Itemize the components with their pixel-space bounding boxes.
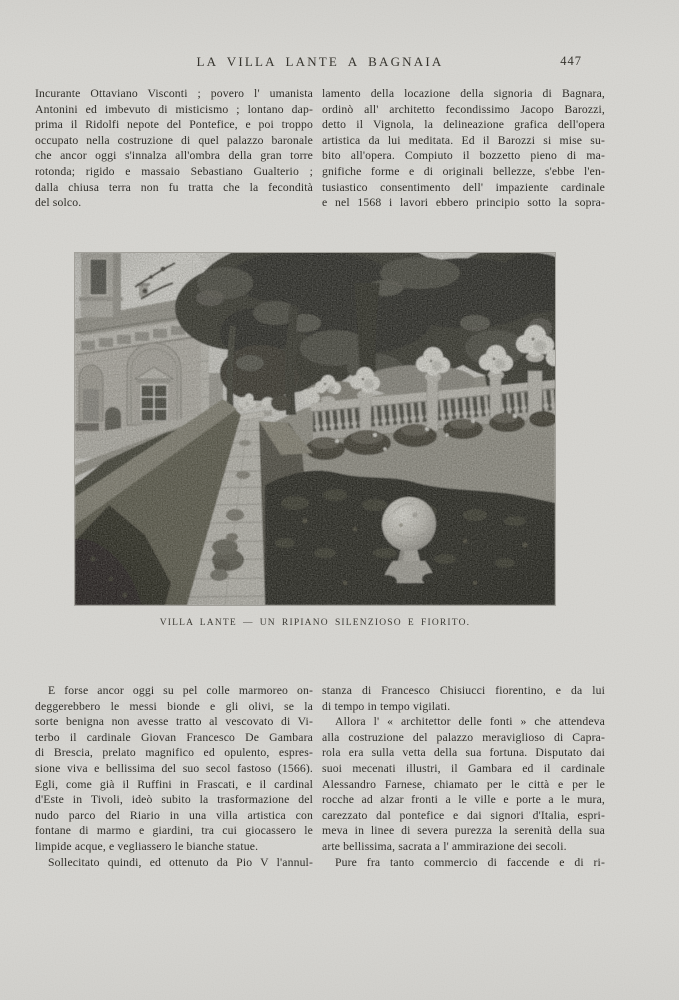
text-line: dalla chiusa terra non fu tratta che la fecondità: [35, 180, 313, 194]
text-line: deggerebbero le messi bionde e gli olivi, se la: [35, 699, 313, 713]
text-line: Sollecitato quindi, ed ottenuto da Pio V l'annul-: [48, 855, 313, 869]
text-line: arte bellissima, sacrata a l' ammirazione dei secoli.: [322, 839, 567, 853]
text-line: e nel 1568 i lavori ebbero principio sotto la sopra-: [322, 196, 605, 210]
text-column-bottom-left: [35, 683, 313, 870]
paragraph: [35, 86, 313, 211]
text-line: fontane di marmo e giardini, tra cui giocassero le: [35, 824, 313, 838]
paragraph: [322, 683, 605, 714]
text-line: bito all'opera. Compiuto il bozzetto pieno di ma-: [322, 149, 605, 163]
text-line: Alessandro Farnese, chiamato per le città e per le: [322, 777, 605, 791]
figure-plate: [75, 253, 555, 628]
text-line: suoi mecenati illustri, il Gambara ed il cardinale: [322, 761, 605, 775]
text-line: del solco.: [35, 196, 82, 210]
text-line: di Brescia, prelato magnifico ed opulento, espres-: [35, 746, 313, 760]
text-line: rotonda; rigido e massaio Sebastiano Gualterio ;: [35, 164, 313, 178]
text-column-top-left: [35, 86, 313, 211]
text-line: tusiastico consentimento dell' impaziente cardinale: [322, 180, 605, 194]
text-line: lamento della locazione della signoria di Bagnara,: [322, 87, 605, 100]
text-line: Antonini ed imbevuto di misticismo ; lontano dap-: [35, 102, 313, 116]
text-line: detto il Vignola, la delineazione grafica dell'opera: [322, 118, 605, 132]
text-line: occupato nella costruzione di quel palazzo baronale: [35, 133, 313, 147]
text-column-bottom-right: [322, 683, 605, 870]
text-line: ordinò all' architetto fecondissimo Jacopo Barozzi,: [322, 102, 605, 116]
text-column-top-right: [322, 86, 605, 211]
page-number: 447: [560, 54, 582, 68]
text-line: Pure fra tanto commercio di faccende e di ri-: [335, 855, 605, 869]
text-line: che ancor oggi s'innalza all'ombra della gran torre: [35, 149, 313, 163]
text-line: nudo parco del Riario in una villa artistica con: [35, 808, 313, 822]
text-line: sione viva e bellissima del suo secol fastoso (1566).: [35, 761, 313, 775]
text-line: rola era sulla vetta della sua fortuna. Disputato dai: [322, 746, 605, 760]
text-line: carezzato dal pontefice e dai signori d'Italia, espri-: [322, 808, 605, 822]
text-line: sorte benigna non avesse tratto al vescovato di Vi-: [35, 715, 313, 729]
paragraph: [35, 855, 313, 871]
top-text-section: [35, 86, 605, 211]
text-line: alla costruzione del palazzo meraviglioso di Capra-: [322, 730, 605, 744]
text-line: E forse ancor oggi su pel colle marmoreo on-: [48, 684, 313, 697]
text-line: stanza di Francesco Chisiucci fiorentino, e da lui: [322, 684, 605, 697]
paragraph: [322, 855, 605, 871]
page-title: LA VILLA LANTE A BAGNAIA: [196, 54, 444, 69]
text-line: rocche ad alzar fronti a le ville e porte a le mura,: [322, 793, 605, 807]
paragraph: [322, 86, 605, 211]
paragraph: [35, 683, 313, 855]
paragraph: [322, 714, 605, 854]
text-line: Incurante Ottaviano Visconti ; povero l' umanista: [35, 87, 313, 100]
text-line: terbo il cardinale Giovan Francesco De Gambara: [35, 730, 313, 744]
text-line: d'Este in Tivoli, ideò subito la trasformazione del: [35, 793, 313, 807]
running-header: [35, 54, 605, 72]
bottom-text-section: [35, 683, 605, 870]
villa-photo: [75, 253, 555, 605]
text-line: meva in linee di severa purezza la serenità della sua: [322, 824, 605, 838]
text-line: prima il Ridolfi nepote del Pontefice, e poi troppo: [35, 118, 313, 132]
text-line: di tempo in tempo vigilati.: [322, 699, 451, 713]
text-line: Egli, come già il Ruffini in Frascati, e il cardinal: [35, 777, 313, 791]
text-line: limpide acque, e vegliassero le bianche statue.: [35, 839, 259, 853]
text-line: Allora l' « architettor delle fonti » che attendeva: [335, 715, 605, 729]
figure-caption: VILLA LANTE — UN RIPIANO SILENZIOSO E FIORITO.: [159, 618, 471, 628]
text-line: artistica da lui meditata. Ed il Barozzi si mise su-: [322, 133, 605, 147]
text-line: gnifiche forme e di originali bellezze, s'ebbe l'en-: [322, 164, 605, 178]
